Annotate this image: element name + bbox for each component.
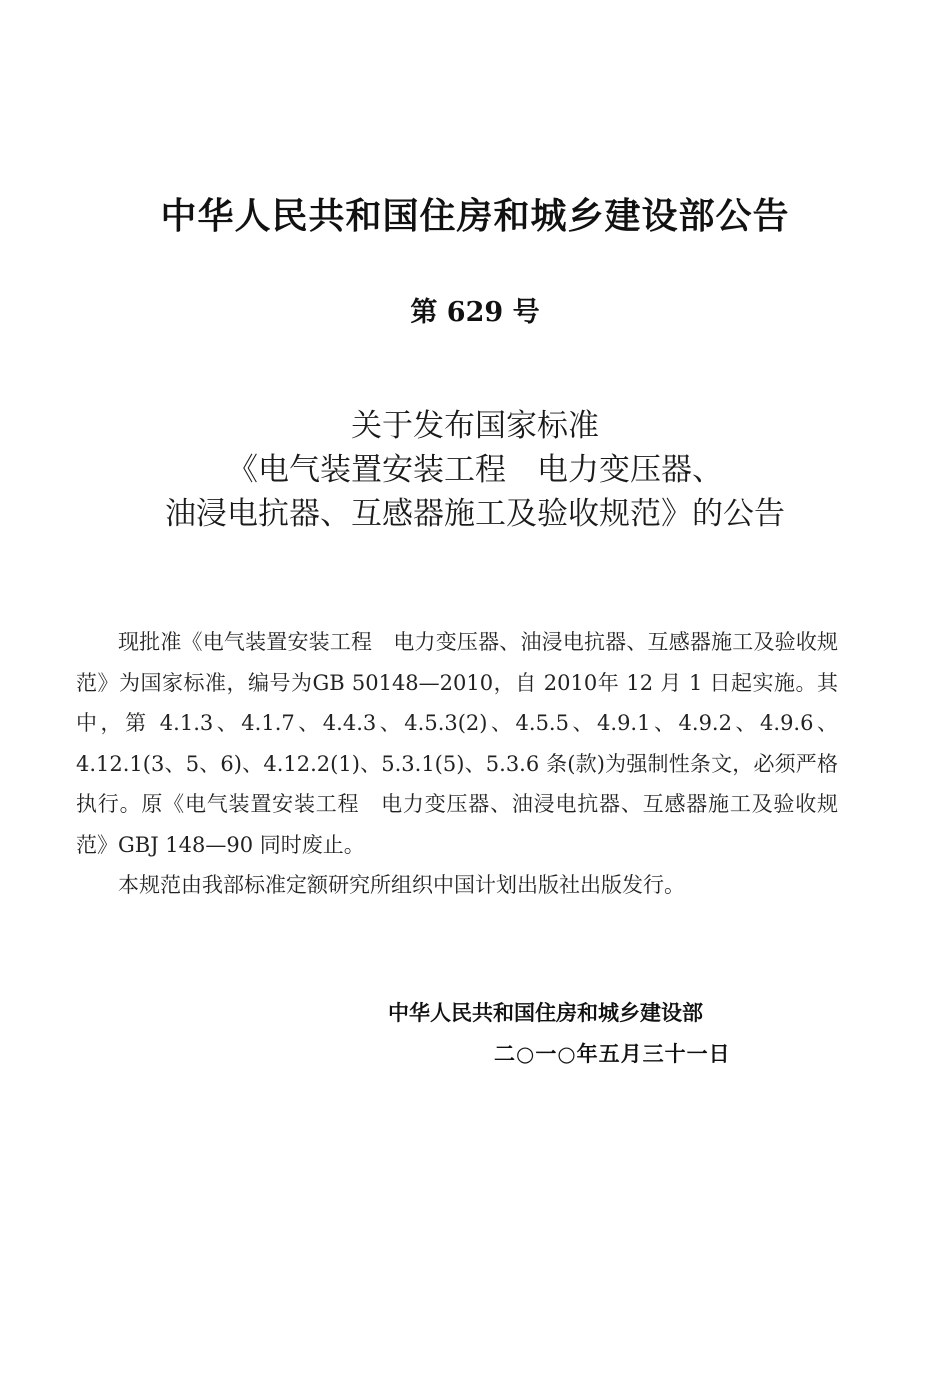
signature-date: 二○一○年五月三十一日 (494, 1042, 731, 1066)
announcement-number: 第 629 号 (410, 297, 540, 328)
subject-line: 关于发布国家标准 (351, 408, 599, 444)
signature-organization: 中华人民共和国住房和城乡建设部 (388, 1001, 703, 1025)
announcement-subject (0, 404, 950, 536)
subject-line: 《电气装置安装工程 电力变压器、 (227, 452, 723, 488)
announcement-heading: 中华人民共和国住房和城乡建设部公告 (160, 196, 790, 237)
body-paragraph: 本规范由我部标准定额研究所组织中国计划出版社出版发行。 (118, 873, 685, 897)
subject-line: 油浸电抗器、互感器施工及验收规范》的公告 (165, 496, 785, 532)
announcement-body (76, 622, 838, 906)
body-paragraph: 现批准《电气装置安装工程 电力变压器、油浸电抗器、互感器施工及验收规范》为国家标准，编号为GB 50148—2010，自 2010年 12 月 1 日起实施。其中，第 4.1.3、4.1.7、4.4.3、4.5.3(2)、4.5.5、4.9.1、4.9.2、4.9.6、4.12.1(3、5、6)、4.12.2(1)、5.3.1(5)、5.3.6 条(款)为强制性条文，必须严格执行。原《电气装置安装工程 电力变压器、油浸电抗器、互感器施工及验收规范》GBJ 148—90 同时废止。 (76, 630, 838, 857)
